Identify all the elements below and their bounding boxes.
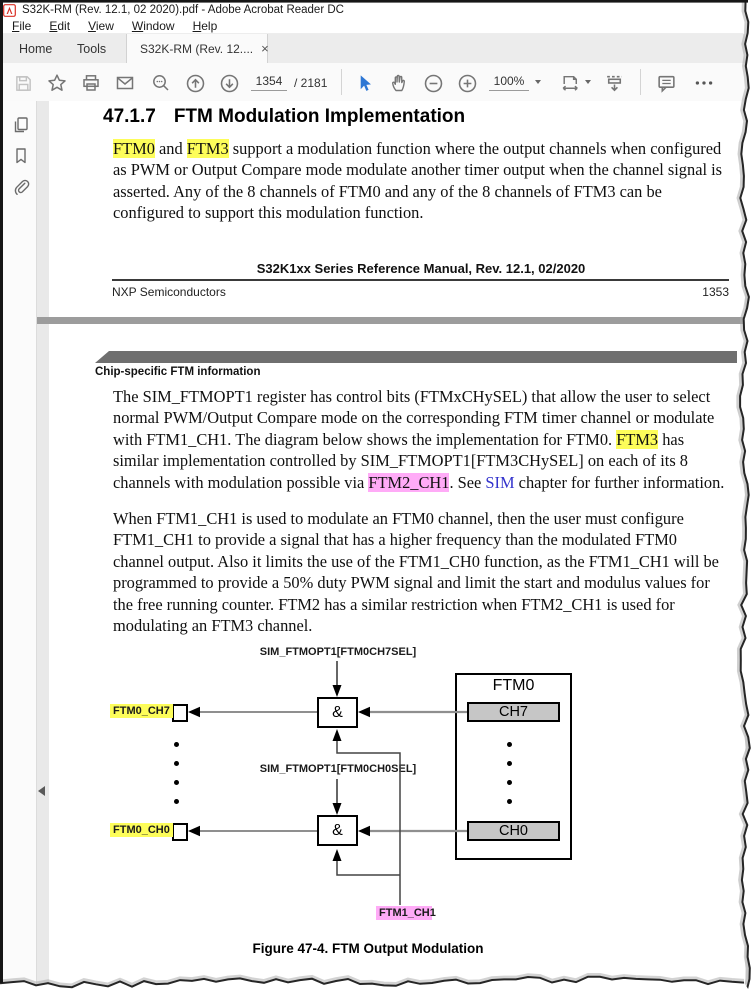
comment-icon [656,73,677,94]
output-pin-ch7 [172,704,188,722]
bookmark-icon [11,146,31,166]
menu-view[interactable]: View [88,18,114,33]
main-toolbar [3,63,745,102]
print-button[interactable] [80,72,102,94]
ch0-box: CH0 [467,821,560,841]
text-run: chapter for further information. [514,472,725,492]
pane-collapse-handle-icon[interactable] [38,786,45,796]
footer-page-number: 1353 [702,285,729,299]
email-button[interactable] [114,72,136,94]
menu-bar [3,18,743,34]
page-separator [37,317,754,324]
paragraph [113,138,731,224]
page-thumbnails-button[interactable] [11,115,31,135]
arrow-down-circle-icon [219,73,240,94]
hand-tool-button[interactable] [388,72,410,94]
and-gate-ch0: & [317,815,358,846]
tab-tools[interactable]: Tools [77,41,107,56]
figure-sel0-label: SIM_FTMOPT1[FTM0CH0SEL] [259,763,417,775]
paragraph [113,386,731,493]
zoom-out-button[interactable] [422,72,444,94]
tab-document-label: S32K-RM (Rev. 12.... [140,41,254,56]
tab-bar [3,34,745,63]
select-tool-button[interactable] [353,72,375,94]
ellipsis-dots-right [507,742,512,818]
page-number-input[interactable]: 1354 [251,74,287,91]
arrow-up-circle-icon [185,73,206,94]
save-icon [14,74,33,93]
zoom-in-button[interactable] [456,72,478,94]
page-thumbnails-icon [11,115,31,135]
figure-out7-label: FTM0_CH7 [110,704,173,718]
envelope-icon [115,73,135,93]
scrolling-mode-button[interactable] [603,72,625,94]
favorites-button[interactable] [46,72,68,94]
page-fit-button[interactable] [559,72,581,94]
zoom-dropdown-caret-icon[interactable] [535,80,541,84]
figure-caption: Figure 47-4. FTM Output Modulation [252,941,484,956]
pointer-icon [355,74,374,93]
figure-sel7-label: SIM_FTMOPT1[FTM0CH7SEL] [259,646,417,658]
text-run: . See [449,472,486,492]
next-page-button[interactable] [218,72,240,94]
highlighted-text: FTM3 [186,139,229,158]
menu-file[interactable]: File [12,18,32,33]
section-number: 47.1.7 [103,106,156,127]
chapter-banner-label: Chip-specific FTM information [95,366,261,378]
highlighted-text: FTM2_CH1 [368,472,450,492]
sim-link[interactable]: SIM [485,472,515,492]
page-total-label: / 2181 [294,76,328,90]
ellipsis-icon [693,72,715,94]
highlighted-text: FTM3 [616,429,659,449]
output-pin-ch0 [172,823,188,841]
minus-circle-icon [423,73,444,94]
fit-width-icon [560,73,581,94]
zoom-level-value[interactable]: 100% [489,74,529,91]
paragraph: When FTM1_CH1 is used to modulate an FTM0 channel, then the user must configure FTM1_CH1 to provide a signal that has a higher frequency than the modulated FTM0 channel output. Also it limits the use of the FTM1_CH0 function, as the FTM1_CH1 will be programmed to provide a 50% duty PWM signal and limit the start and modulus values for the free running counter. FTM2 has a similar restriction when FTM2_CH1 is used for modulating an FTM3 channel. [113,509,719,636]
ch7-box: CH7 [467,702,560,722]
tab-home[interactable]: Home [19,41,53,56]
section-heading [103,106,465,128]
adobe-pdf-icon [3,4,16,17]
figure-out0-label: FTM0_CH0 [110,823,173,837]
toolbar-divider [341,69,342,95]
tab-document[interactable] [126,34,268,63]
text-run: has similar implementation controlled by SIM_FTMOPT1[FTM3CHySEL] on each of its 8 channels with modulation possible via [113,429,688,492]
footer-manual-title: S32K1xx Series Reference Manual, Rev. 12.1, 02/2020 [256,261,586,276]
menu-edit[interactable]: Edit [49,18,71,33]
more-tools-button[interactable] [693,72,715,94]
text-run: The SIM_FTMOPT1 register has control bits (FTMxCHySEL) that allow the user to select normal PWM/Output Compare mode on the corresponding FTM timer channel or modulate with FTM1_CH1. The diagram below shows the implementation for FTM0. [113,387,715,449]
menu-window[interactable]: Window [131,18,175,33]
star-icon [47,73,67,93]
footer-row [112,285,729,299]
attachments-button[interactable] [11,177,31,197]
comment-button[interactable] [655,72,677,94]
printer-icon [81,73,101,93]
figure-mod-source-label: FTM1_CH1 [376,906,432,920]
section-title: FTM Modulation Implementation [173,106,466,127]
page-fit-caret-icon[interactable] [585,80,591,84]
ellipsis-dots-left [174,742,179,818]
search-icon [151,73,171,93]
footer-rule [112,279,729,281]
and-gate-ch7: & [317,697,358,728]
text-run: support a modulation function where the output channels when configured as PWM or Output Compare mode modulate another timer output when the channel signal is asserted. Any of the 8 channels of FTM0 and any of the 8 channels of FTM3 can be configured to support this modulation function. [113,139,723,223]
highlighted-text: FTM0 [113,139,155,158]
title-bar [3,2,743,18]
save-button[interactable] [12,72,34,94]
tab-close-icon[interactable]: × [261,41,269,56]
paperclip-icon [11,177,31,197]
footer-publisher: NXP Semiconductors [112,285,226,299]
bookmarks-button[interactable] [11,146,31,166]
menu-help[interactable]: Help [192,18,218,33]
navigation-pane [3,101,37,984]
previous-page-button[interactable] [184,72,206,94]
text-run: and [154,139,187,158]
page-scrolling-icon [604,73,625,94]
find-button[interactable] [150,72,172,94]
ftm0-block-title: FTM0 [492,677,535,694]
plus-circle-icon [457,73,478,94]
hand-icon [389,73,409,93]
window-title: S32K-RM (Rev. 12.1, 02 2020).pdf - Adobe Acrobat Reader DC [22,4,344,16]
toolbar-divider [640,69,641,95]
chapter-banner [95,351,737,363]
